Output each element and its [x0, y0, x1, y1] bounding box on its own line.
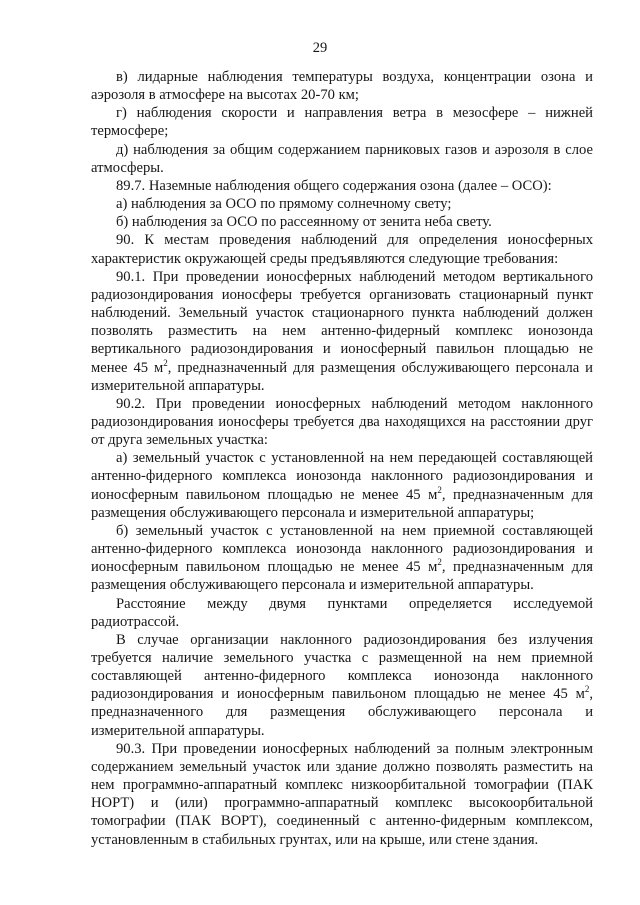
superscript-2: 2	[584, 684, 590, 695]
superscript-2: 2	[437, 557, 442, 568]
paragraph-90-2-a-text: а) земельный участок с установленной на нем передающей составляющей антенно-фидерного комплекса ионозонда наклонного радиозондирования и ионосферным павильоном площадью не менее 45 м	[91, 450, 593, 503]
paragraph-90-2-a-tail: , предназначенным для размещения обслуживающего персонала и измерительной аппаратуры;	[91, 486, 594, 521]
superscript-2: 2	[437, 484, 442, 495]
paragraph-no-emission	[91, 631, 593, 740]
paragraph-90-2-b-text: б) земельный участок с установленной на нем приемной составляющей антенно-фидерного комплекса ионозонда наклонного радиозондирования и ионосферным павильоном площадью не менее 45 м	[91, 522, 593, 576]
paragraph-90-1-text: 90.1. При проведении ионосферных наблюдений методом вертикального радиозондирования ионосферы требуется организовать стационарный пункт наблюдений. Земельный участок стационарного пункта наблюдений должен позволять разместить на нем антенно-фидерный комплекс ионозонда вертикального радиозондирования и ионосферный павильон площадью не менее 45 м	[91, 268, 593, 376]
paragraph-90-1	[91, 268, 593, 395]
paragraph-90-2-b	[91, 522, 593, 595]
page-number: 29	[312, 40, 328, 56]
paragraph-item-g: г) наблюдения скорости и направления ветра в мезосфере – нижней термосфере;	[91, 105, 593, 140]
paragraph-item-v: в) лидарные наблюдения температуры воздуха, концентрации озона и аэрозоля в атмосфере на высотах 20-70 км;	[91, 69, 593, 104]
paragraph-item-d: д) наблюдения за общим содержанием парниковых газов и аэрозоля в слое атмосферы.	[91, 141, 593, 176]
paragraph-90-2-a	[91, 449, 593, 522]
paragraph-90: 90. К местам проведения наблюдений для определения ионосферных характеристик окружающей среды предъявляются следующие требования:	[91, 232, 593, 267]
paragraph-no-emission-text: В случае организации наклонного радиозондирования без излучения требуется наличие земельного участка с размещенной на нем приемной составляющей антенно-фидерного комплекса ионозонда наклонного радиозондирования и ионосферным павильоном площадью не менее 45 м	[91, 631, 593, 703]
paragraph-90-3: 90.3. При проведении ионосферных наблюдений за полным электронным содержанием земельный участок или здание должно позволять разместить на нем программно-аппаратный комплекс низкоорбитальной томографии (ПАК НОРТ) и (или) программно-аппаратный комплекс высокоорбитальной томографии (ПАК ВОРТ), соединенный с антенно-фидерным комплексом, установленным в стабильных грунтах, или на крыше, или стене здания.	[91, 740, 593, 848]
paragraph-90-2-b-tail: , предназначенным для размещения обслуживающего персонала и измерительной аппаратуры.	[91, 559, 594, 594]
paragraph-no-emission-tail: , предназначенного для размещения обслуживающего персонала и измерительной аппаратуры.	[91, 686, 593, 739]
paragraph-distance: Расстояние между двумя пунктами определяется исследуемой радиотрассой.	[91, 595, 593, 630]
paragraph-90-1-tail: , предназначенный для размещения обслуживающего персонала и измерительной аппаратуры.	[91, 359, 593, 394]
document-body	[91, 68, 593, 849]
paragraph-90-2: 90.2. При проведении ионосферных наблюдений методом наклонного радиозондирования ионосферы требуется два находящихся на расстоянии друг от друга земельных участка:	[91, 395, 593, 449]
paragraph-89-7: 89.7. Наземные наблюдения общего содержания озона (далее – ОСО):	[116, 177, 552, 194]
paragraph-item-b-oso: б) наблюдения за ОСО по рассеянному от зенита неба свету.	[116, 214, 492, 231]
superscript-2: 2	[163, 357, 168, 368]
paragraph-item-a-oso: а) наблюдения за ОСО по прямому солнечному свету;	[116, 196, 452, 213]
